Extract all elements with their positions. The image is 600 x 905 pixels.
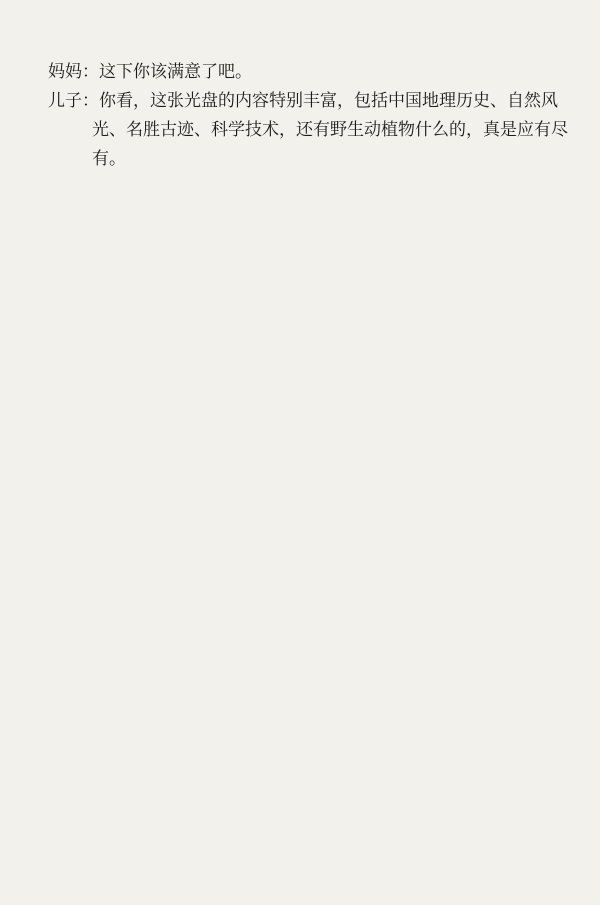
dialogue-line xyxy=(48,60,252,84)
speaker: 儿子： xyxy=(48,91,99,111)
line-text: 光、名胜古迹、科学技术，还有野生动植物什么的，真是应有尽 xyxy=(92,120,568,140)
dialogue-line xyxy=(92,147,126,171)
line-text: 你看，这张光盘的内容特别丰富，包括中国地理历史、自然风 xyxy=(99,91,558,111)
dialogue-line xyxy=(92,118,568,142)
speaker: 妈妈： xyxy=(48,62,99,82)
line-text: 有。 xyxy=(92,149,126,169)
line-text: 这下你该满意了吧。 xyxy=(99,62,252,82)
dialogue-line xyxy=(48,89,558,113)
